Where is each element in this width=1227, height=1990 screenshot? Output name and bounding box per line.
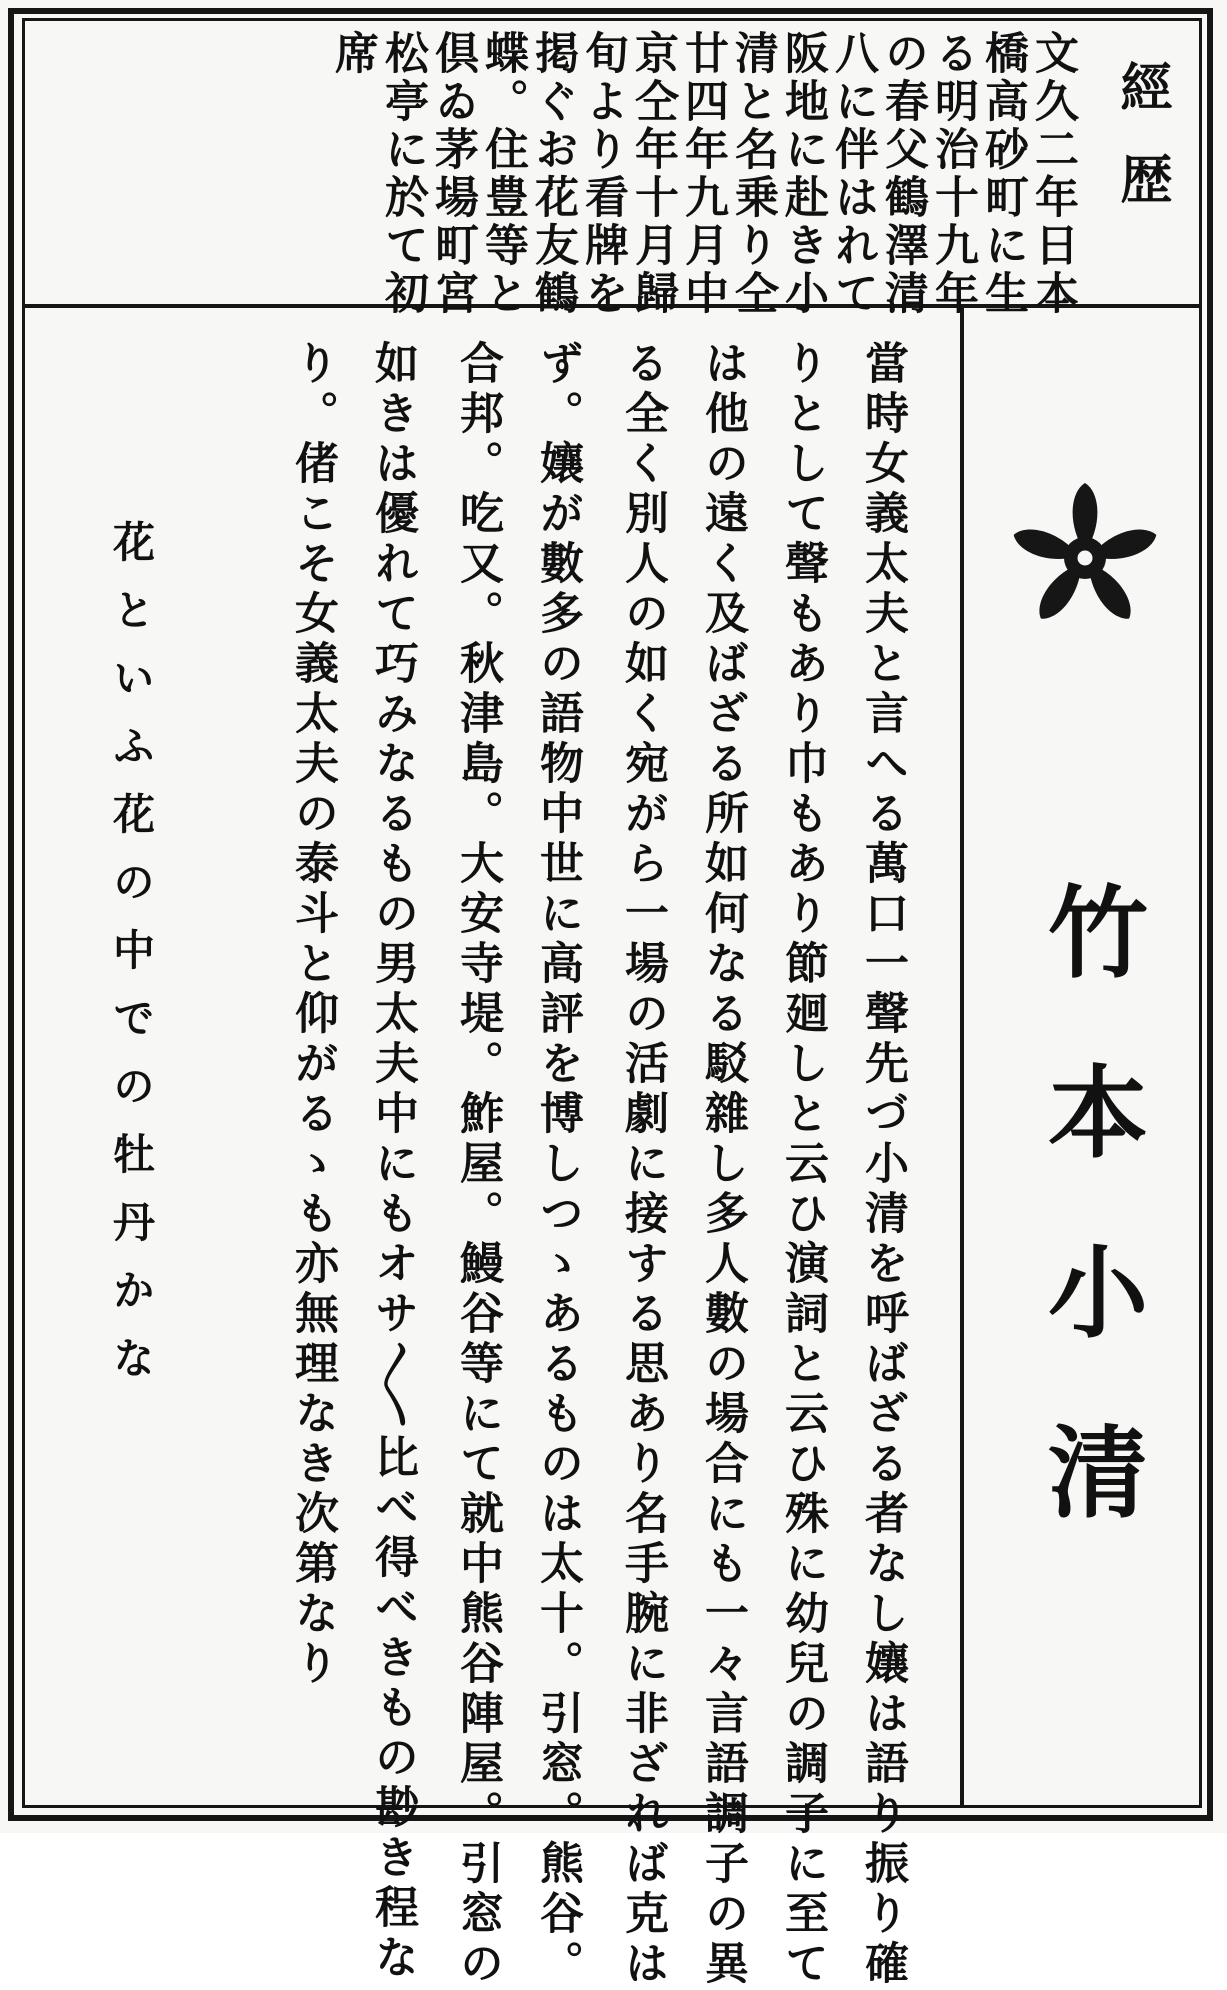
career-line: 掲ぐお花友鶴 (527, 30, 578, 318)
title-column-divider (960, 304, 964, 1808)
career-line: 席 (327, 30, 378, 78)
career-line: 阪地に赴き小 (777, 30, 828, 318)
body-text-column: 當時女義太夫と言へる萬口一聲先づ小清を呼ばざる者なし孃は語り振り確 (857, 340, 908, 1990)
body-text-column: 合邦。吃又。秋津島。大安寺堤。鮓屋。鰻谷等にて就中熊谷陣屋。引窓の (452, 340, 503, 1990)
career-line: 京仝年十月歸 (627, 30, 678, 318)
haiku-poem: 花といふ花の中での牡丹かな (107, 520, 156, 1404)
body-text-column: る全く別人の如く宛がら一場の活劇に接する思あり名手腕に非ざれば克は (617, 340, 668, 1990)
page-title: 竹本小清 (1031, 880, 1149, 1600)
body-text-column: は他の遠く及ばざる所如何なる駁雜し多人數の場合にも一々言語調子の異 (697, 340, 748, 1990)
career-line: る明治十九年 (927, 30, 978, 318)
body-text-column: ず。孃が數多の語物中世に高評を博しつゝあるものは太十。引窓。熊谷。 (532, 340, 583, 1990)
career-line: 橋高砂町に生 (977, 30, 1028, 318)
career-line: 廿四年九月中 (677, 30, 728, 318)
career-line: 蝶。住豊等と (477, 30, 528, 318)
career-line: 旬より看牌を (577, 30, 628, 318)
career-line: の春父鶴澤清 (877, 30, 928, 318)
body-text-column: り。偖こそ女義太夫の泰斗と仰がるゝも亦無理なき次第なり (287, 340, 338, 1690)
body-text-column: 如きは優れて巧みなるもの男太夫中にもオサ〳〵比べ得べきもの尠き程な (367, 340, 418, 1984)
body-text-column: りとして聲もあり巾もあり節廻しと云ひ演詞と云ひ殊に幼兒の調子に至て (777, 340, 828, 1990)
career-line: 清と名乗り仝 (727, 30, 778, 318)
flower-crest-icon (1010, 480, 1160, 630)
career-line: 文久二年日本 (1027, 30, 1078, 318)
career-line: 倶ゐ茅場町宮 (427, 30, 478, 318)
career-line: 八に伴はれて (827, 30, 878, 318)
career-heading: 經歴 (1111, 60, 1172, 244)
career-line: 松亭に於て初 (377, 30, 428, 318)
